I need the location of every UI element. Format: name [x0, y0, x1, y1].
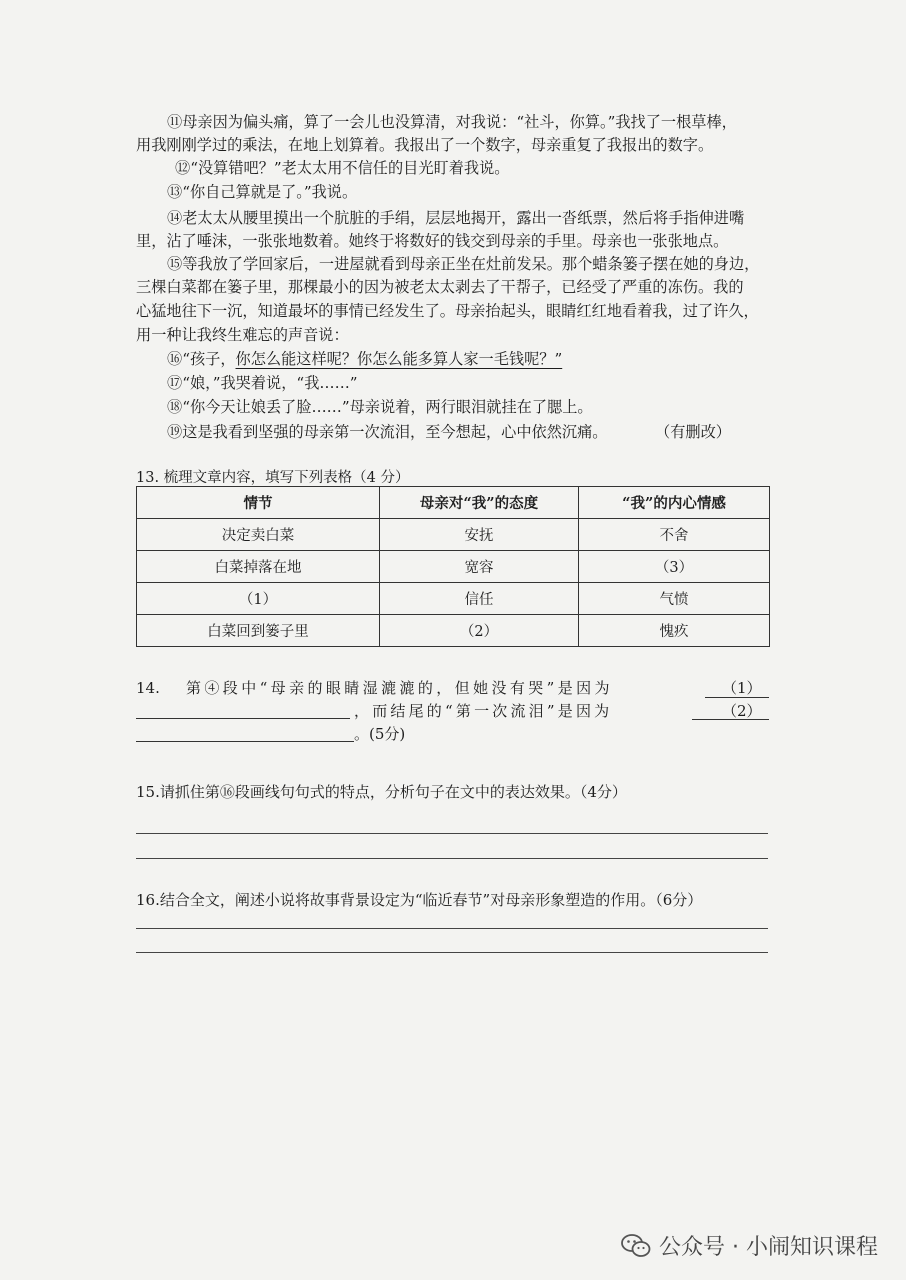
answer-line[interactable]	[136, 833, 768, 834]
question-16: 16.结合全文，阐述小说将故事背景设定为“临近春节”对母亲形象塑造的作用。（6分）	[136, 891, 703, 909]
answer-blank-2-continued[interactable]	[136, 741, 354, 742]
table-cell: 信任	[380, 583, 579, 615]
paragraph-16	[167, 348, 562, 371]
passage-line: ⑪母亲因为偏头痛，算了一会儿也没算清，对我说：“社斗，你算。”我找了一根草棒，	[167, 113, 737, 131]
passage-line: 用我刚刚学过的乘法，在地上划算着。我报出了一个数字，母亲重复了我报出的数字。	[136, 136, 714, 154]
table-cell: 安抚	[380, 519, 579, 551]
table-header: 母亲对“我”的态度	[380, 487, 579, 519]
answer-line[interactable]	[136, 928, 768, 929]
table-row	[137, 583, 770, 615]
watermark-text: 公众号 · 小闹知识课程	[659, 1235, 878, 1260]
passage-line: ⑫“没算错吧？”老太太用不信任的目光盯着我说。	[175, 159, 510, 177]
table-cell: 愧疚	[579, 615, 770, 647]
answer-blank-1-continued[interactable]	[136, 718, 350, 719]
paragraph-17: ⑰“娘，”我哭着说，“我……”	[167, 374, 358, 392]
answer-blank-1[interactable]	[705, 697, 769, 698]
passage-line: ⑮等我放了学回家后，一进屋就看到母亲正坐在灶前发呆。那个蜡条篓子摆在她的身边，	[167, 255, 760, 273]
wechat-icon	[621, 1233, 651, 1259]
answer-blank-2-label[interactable]: （2）	[722, 702, 762, 720]
table-header: 情节	[137, 487, 380, 519]
question-14-line2: ，而结尾的“第一次流泪”是因为	[354, 702, 613, 720]
table-cell: 宽容	[380, 551, 579, 583]
p16-prefix: ⑯“孩子，	[167, 350, 236, 368]
passage-line: 心猛地往下一沉，知道最坏的事情已经发生了。母亲抬起头，眼睛红红地看着我，过了许久，	[136, 302, 759, 320]
passage-line: 里，沾了唾沫，一张张地数着。她终于将数好的钱交到母亲的手里。母亲也一张张地点。	[136, 232, 729, 250]
table-cell: 白菜掉落在地	[137, 551, 380, 583]
question-13: 13. 梳理文章内容，填写下列表格（4 分）	[136, 470, 410, 486]
p16-underlined-sentence: 你怎么能这样呢？你怎么能多算人家一毛钱呢？”	[235, 350, 563, 368]
passage-line: ⑭老太太从腰里摸出一个肮脏的手绢，层层地揭开，露出一沓纸票，然后将手指伸进嘴	[167, 209, 745, 227]
table-cell-blank-3[interactable]: （3）	[579, 551, 770, 583]
passage-line: ⑬“你自己算就是了。”我说。	[167, 183, 358, 201]
table-cell: 不舍	[579, 519, 770, 551]
answer-blank-1-label[interactable]: （1）	[722, 679, 762, 697]
passage-line: 用一种让我终生难忘的声音说：	[136, 326, 349, 344]
paragraph-18: ⑱“你今天让娘丢了脸……”母亲说着，两行眼泪就挂在了腮上。	[167, 398, 593, 416]
table-header: “我”的内心情感	[579, 487, 770, 519]
table-header-row	[137, 487, 770, 519]
table-row	[137, 519, 770, 551]
question-14-line1: 第④段中“母亲的眼睛湿漉漉的，但她没有哭”是因为	[186, 679, 613, 697]
answer-line[interactable]	[136, 858, 768, 859]
table-cell-blank-1[interactable]: （1）	[137, 583, 380, 615]
source-note: （有删改）	[655, 423, 731, 441]
answer-blank-2[interactable]	[692, 719, 769, 720]
question-14-end: 。(5分)	[354, 725, 406, 743]
passage-line: 三棵白菜都在篓子里，那棵最小的因为被老太太剥去了干帮子，已经受了严重的冻伤。我的	[136, 278, 744, 296]
table-cell: 气愤	[579, 583, 770, 615]
answer-line[interactable]	[136, 952, 768, 953]
question-15: 15.请抓住第⑯段画线句句式的特点，分析句子在文中的表达效果。（4分）	[136, 783, 627, 801]
table-cell: 决定卖白菜	[137, 519, 380, 551]
paragraph-19: ⑲这是我看到坚强的母亲第一次流泪，至今想起，心中依然沉痛。	[167, 423, 608, 441]
watermark	[621, 1230, 878, 1261]
plot-table	[136, 486, 770, 647]
table-row	[137, 551, 770, 583]
table-cell: 白菜回到篓子里	[137, 615, 380, 647]
table-row	[137, 615, 770, 647]
table-cell-blank-2[interactable]: （2）	[380, 615, 579, 647]
question-14-number: 14.	[136, 679, 160, 697]
